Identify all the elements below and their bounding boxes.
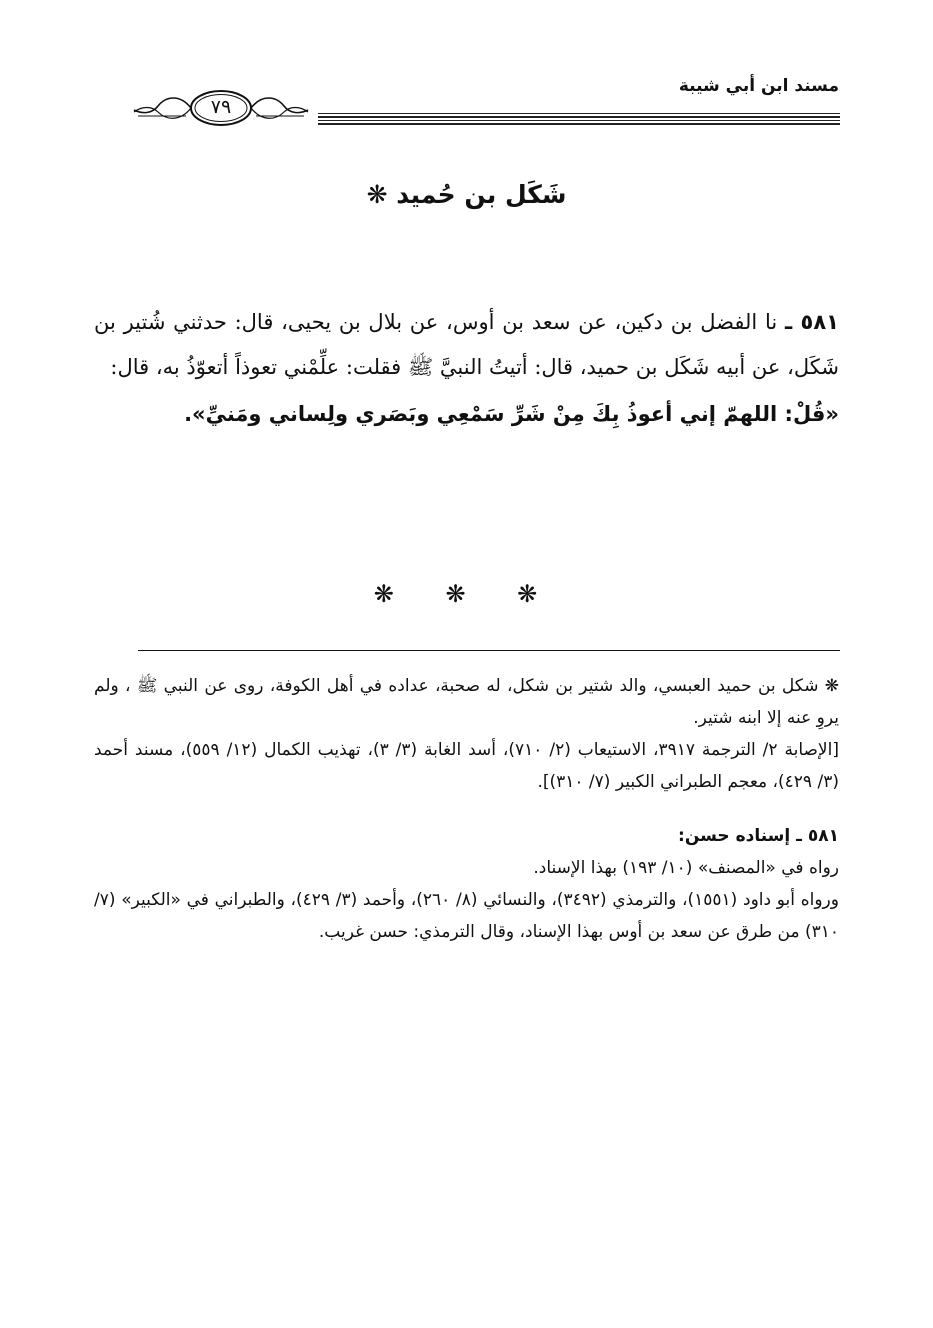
hadith-isnad: نا الفضل بن دكين، عن سعد بن أوس، عن بلال بن يحيى، قال: حدثني شُتير بن شَكَل، عن أبيه شَكَل بن حميد، قال: أتيتُ النبيَّ ﷺ فقلت: علِّمْني تعوذاً أتعوّذُ به، قال: [94,310,839,379]
running-head-title: مسند ابن أبي شيبة [678,76,839,96]
page-number: ٧٩ [210,96,232,118]
hadith-isnad-paragraph [94,300,839,390]
biography-title: شَكَل بن حُميد ❋ [366,180,567,209]
takhrij-heading: ٥٨١ ـ إسناده حسن: [678,826,839,846]
biography-references: [الإصابة ٢/ الترجمة ٣٩١٧، الاستيعاب (٢/ ٧١٠)، أسد الغابة (٣/ ٣)، تهذيب الكمال (١٢/ ٥٥٩)، مسند أحمد (٣/ ٤٢٩)، معجم الطبراني الكبير (٧/ ٣١٠)]. [94,740,839,792]
hadith-number: ٥٨١ ـ [784,310,839,334]
page-number-ornament [128,84,314,134]
section-separator-stars: ❋ ❋ ❋ [373,580,560,608]
hadith-text: «قُلْ: اللهمّ إني أعوذُ بِكَ مِنْ شَرِّ سَمْعِي وبَصَري ولِساني ومَنيِّ». [184,402,839,426]
footnotes [94,670,839,948]
takhrij-line-2: ورواه أبو داود (١٥٥١)، والترمذي (٣٤٩٢)، والنسائي (٨/ ٢٦٠)، وأحمد (٣/ ٤٢٩)، والطبراني في «الكبير» (٧/ ٣١٠) من طرق عن سعد بن أوس بهذا الإسناد، وقال الترمذي: حسن غريب. [94,890,839,942]
hadith-block [94,300,839,437]
header-rules [318,113,840,127]
biography-note: ❋ شكل بن حميد العبسي، والد شتير بن شكل، له صحبة، عداده في أهل الكوفة، روى عن النبي ﷺ ، ولم يروِ عنه إلا ابنه شتير. [94,676,839,728]
footnote-divider [138,650,840,651]
takhrij-line-1: رواه في «المصنف» (١٠/ ١٩٣) بهذا الإسناد. [533,858,839,878]
